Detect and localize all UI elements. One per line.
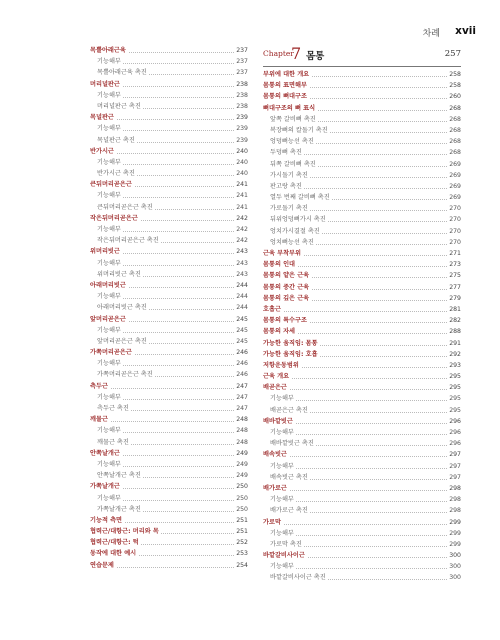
toc-entry-page: 269 [447,192,461,203]
toc-entry-page: 250 [234,481,248,492]
chapter-heading [263,45,461,67]
leader-dots [263,490,461,491]
toc-entry-label: 두덩뼈 촉진 [263,149,304,156]
toc-entry-label: 작은뒤머리곧은근 촉진 [90,237,161,244]
toc-subentry[interactable] [90,67,248,78]
toc-entry-page: 254 [234,560,248,571]
toc-entry[interactable] [263,69,461,80]
toc-entry-label: 안쪽날개근 [90,449,120,457]
toc-entry[interactable] [90,448,248,459]
toc-subentry[interactable] [90,425,248,436]
toc-entry-page: 269 [447,170,461,181]
toc-subentry[interactable] [263,214,461,225]
toc-entry-page: 237 [234,45,248,56]
toc-entry-label: 앞머리곧은근 [90,315,126,323]
toc-subentry[interactable] [90,302,248,313]
toc-entry-label: 기능해부 [90,461,123,468]
toc-entry-label: 기능해부 [90,495,123,502]
toc-entry-label: 기능해부 [90,260,123,267]
toc-subentry[interactable] [90,358,248,369]
toc-entry-label: 몸통의 표면해부 [263,82,307,90]
toc-entry-label: 깨물근 촉진 [90,439,131,446]
toc-entry-label: 기능해부 [263,563,296,570]
toc-subentry[interactable] [263,147,461,158]
toc-entry-label: 협력근/대항근: 머리와 목 [90,528,159,536]
toc-entry-label: 가쪽날개근 [90,483,120,491]
toc-entry[interactable] [263,326,461,337]
toc-entry[interactable] [90,213,248,224]
toc-subentry[interactable] [263,226,461,237]
toc-entry[interactable] [263,282,461,293]
toc-subentry[interactable] [263,505,461,516]
toc-subentry[interactable] [90,336,248,347]
toc-entry-label: 몸통의 깊은 근육 [263,294,310,302]
chapter-title: 몸통 [306,51,325,62]
toc-entry-page: 300 [447,572,461,583]
toc-entry-page: 244 [234,280,248,291]
toc-entry-page: 292 [447,349,461,360]
toc-entry[interactable] [263,517,461,528]
toc-subentry[interactable] [90,437,248,448]
toc-entry-label: 머리널판근 [90,80,120,88]
toc-entry-page: 299 [447,517,461,528]
toc-entry-label: 몸통의 중간 근육 [263,283,310,291]
toc-entry[interactable] [263,449,461,460]
toc-entry-page: 240 [234,157,248,168]
toc-entry-label: 바깥갈비사이근 촉진 [263,574,328,581]
toc-entry[interactable] [90,79,248,90]
toc-entry-page: 298 [447,483,461,494]
toc-entry-label: 몸통의 자세 [263,328,296,336]
toc-entry-label: 몸통의 특수구조 [263,317,307,325]
toc-entry[interactable] [90,481,248,492]
toc-entry-label: 기능해부 [90,58,123,65]
toc-subentry[interactable] [90,135,248,146]
toc-entry-page: 279 [447,293,461,304]
toc-entry-page: 270 [447,237,461,248]
toc-entry[interactable] [90,246,248,257]
toc-subentry[interactable] [90,123,248,134]
toc-subentry[interactable] [263,170,461,181]
toc-entry-page: 282 [447,315,461,326]
toc-entry-page: 247 [234,403,248,414]
toc-subentry[interactable] [263,528,461,539]
toc-subentry[interactable] [90,235,248,246]
toc-subentry[interactable] [90,269,248,280]
toc-right-column [263,45,461,584]
toc-entry-label: 뒤위엉덩뼈가시 촉진 [263,216,328,223]
toc-entry-page: 245 [234,336,248,347]
toc-entry-page: 270 [447,203,461,214]
toc-entry[interactable] [90,280,248,291]
toc-entry-label: 기능해부 [90,427,123,434]
toc-entry-page: 268 [447,136,461,147]
toc-entry-label: 배속빗근 촉진 [263,474,310,481]
toc-entry-label: 복장뼈의 칼돌기 촉진 [263,127,330,134]
toc-entry-page: 295 [447,382,461,393]
toc-entry-label: 엉치뼈능선 촉진 [263,239,316,246]
toc-entry-label: 머리널판근 촉진 [90,103,143,110]
toc-entry-label: 부위에 대한 개요 [263,71,310,78]
toc-entry[interactable] [263,103,461,114]
leader-dots [263,311,461,312]
toc-subentry[interactable] [263,494,461,505]
toc-entry-label: 작은뒤머리곧은근 [90,214,138,222]
toc-entry-page: 268 [447,147,461,158]
toc-entry-label: 기능해부 [90,192,123,199]
toc-entry-label: 바깥갈비사이근 [263,552,305,560]
toc-entry[interactable] [263,91,461,102]
toc-entry-page: 242 [234,235,248,246]
toc-entry-page: 247 [234,392,248,403]
toc-entry-page: 300 [447,550,461,561]
toc-entry-page: 297 [447,461,461,472]
toc-entry-label: 아래머리빗근 [90,281,126,289]
toc-entry-page: 300 [447,561,461,572]
toc-entry-page: 297 [447,472,461,483]
toc-entry-label: 앞쪽 갈비뼈 촉진 [263,116,318,123]
toc-entry-label: 목널판근 촉진 [90,137,137,144]
toc-entry-label: 위머리빗근 촉진 [90,271,143,278]
toc-entry-label: 협력근/대항근: 턱 [90,539,139,547]
toc-entry-page: 252 [234,537,248,548]
toc-entry-label: 안쪽날개근 촉진 [90,472,143,479]
toc-entry-page: 243 [234,246,248,257]
toc-entry[interactable] [90,381,248,392]
toc-entry-page: 293 [447,360,461,371]
toc-entry-label: 기능해부 [90,394,123,401]
toc-entry-label: 기능해부 [263,395,296,402]
toc-entry-label: 근육 개요 [263,373,290,381]
toc-entry-label: 기능해부 [90,293,123,300]
toc-entry-page: 270 [447,226,461,237]
toc-entry-label: 배가로근 촉진 [263,507,310,514]
toc-subentry[interactable] [90,459,248,470]
toc-entry-label: 기능해부 [263,530,296,537]
toc-entry[interactable] [263,550,461,561]
toc-entry-label: 기능해부 [90,360,123,367]
toc-entry-label: 기능해부 [90,125,123,132]
toc-subentry[interactable] [263,237,461,248]
toc-subentry[interactable] [90,190,248,201]
toc-entry-page: 249 [234,470,248,481]
toc-entry[interactable] [90,560,248,571]
toc-subentry[interactable] [263,136,461,147]
toc-entry-page: 249 [234,448,248,459]
toc-entry-label: 몸통의 인대 [263,261,296,269]
toc-entry-label: 가로막 촉진 [263,541,304,548]
page-header [0,26,500,42]
toc-entry-label: 가로돌기 촉진 [263,205,310,212]
toc-entry-label: 기능해부 [263,496,296,503]
toc-entry-page: 295 [447,405,461,416]
chapter-number: 7 [291,44,302,63]
toc-subentry[interactable] [263,203,461,214]
toc-subentry[interactable] [263,159,461,170]
toc-entry-label: 목뿔아래근육 [90,47,126,54]
leader-dots [263,389,461,390]
toc-entry[interactable] [263,80,461,91]
toc-entry-page: 248 [234,425,248,436]
toc-entry-label: 기능해부 [263,429,296,436]
toc-entry[interactable] [263,270,461,281]
toc-subentry[interactable] [90,470,248,481]
toc-subentry[interactable] [90,168,248,179]
toc-entry-page: 273 [447,259,461,270]
toc-entry-label: 근육 부착부위 [263,250,302,257]
toc-subentry[interactable] [90,291,248,302]
toc-entry-page: 248 [234,437,248,448]
toc-subentry[interactable] [263,472,461,483]
toc-entry-page: 253 [234,548,248,559]
toc-subentry[interactable] [90,157,248,168]
toc-entry[interactable] [90,526,248,537]
toc-entry-label: 가능한 움직임: 호흡 [263,350,318,358]
toc-entry-page: 298 [447,494,461,505]
toc-subentry[interactable] [90,392,248,403]
toc-entry-page: 260 [447,91,461,102]
toc-entry-page: 242 [234,213,248,224]
toc-entry-page: 244 [234,302,248,313]
toc-entry[interactable] [90,515,248,526]
leader-dots [263,524,461,525]
toc-entry-page: 269 [447,181,461,192]
toc-entry[interactable] [90,314,248,325]
toc-entry-page: 268 [447,103,461,114]
toc-subentry[interactable] [90,56,248,67]
toc-subentry[interactable] [90,224,248,235]
toc-entry-label: 판고랑 촉진 [263,183,304,190]
toc-subentry[interactable] [90,369,248,380]
toc-entry-label: 가쪽머리곧은근 촉진 [90,371,155,378]
toc-entry-label: 배가로근 [263,484,287,492]
toc-entry-label: 목뿔아래근육 촉진 [90,69,149,76]
toc-entry-label: 기능적 측면 [90,516,123,524]
toc-entry-page: 268 [447,114,461,125]
toc-entry-label: 가로막 [263,518,281,526]
toc-entry-page: 248 [234,414,248,425]
toc-entry-label: 동작에 대한 예시 [90,550,137,558]
toc-entry-page: 240 [234,146,248,157]
toc-entry-label: 몸통의 뼈대구조 [263,93,307,101]
toc-entry-label: 엉치가시결절 촉진 [263,228,322,235]
chapter-word: Chapter [263,49,294,58]
toc-entry-page: 296 [447,427,461,438]
toc-entry[interactable] [263,304,461,315]
toc-entry[interactable] [263,371,461,382]
toc-entry[interactable] [263,416,461,427]
toc-entry-page: 298 [447,505,461,516]
toc-subentry[interactable] [90,90,248,101]
toc-entry[interactable] [90,548,248,559]
toc-entry-label: 뒤쪽 갈비뼈 촉진 [263,161,318,168]
toc-entry-label: 배곧은근 촉진 [263,407,310,414]
toc-entry-label: 연습문제 [90,561,114,569]
toc-entry-page: 239 [234,112,248,123]
toc-left-column [90,45,248,571]
toc-subentry[interactable] [90,258,248,269]
toc-subentry[interactable] [90,504,248,515]
leader-dots [263,456,461,457]
toc-entry[interactable] [90,146,248,157]
toc-entry-label: 목널판근 [90,114,114,122]
toc-entry-page: 288 [447,326,461,337]
toc-entry-page: 296 [447,438,461,449]
toc-entry-page: 243 [234,269,248,280]
toc-subentry[interactable] [263,181,461,192]
toc-subentry[interactable] [263,561,461,572]
toc-entry-page: 275 [447,270,461,281]
toc-entry-page: 241 [234,190,248,201]
chapter-page: 257 [444,49,461,59]
toc-entry-page: 251 [234,526,248,537]
toc-entry-label: 기능해부 [263,463,296,470]
toc-entry[interactable] [90,347,248,358]
toc-entry-page: 250 [234,504,248,515]
toc-entry-label: 기능해부 [90,226,123,233]
toc-entry-label: 기능해부 [90,159,123,166]
toc-entry[interactable] [263,338,461,349]
toc-entry-label: 아래머리빗근 촉진 [90,304,149,311]
section-title: 차례 [422,29,440,39]
toc-entry-page: 258 [447,69,461,80]
toc-subentry[interactable] [263,438,461,449]
toc-entry-page: 299 [447,539,461,550]
toc-subentry[interactable] [90,403,248,414]
toc-entry-page: 295 [447,371,461,382]
toc-entry-page: 271 [447,248,461,259]
toc-entry-label: 배속빗근 [263,451,287,459]
toc-subentry[interactable] [90,101,248,112]
toc-entry[interactable] [90,179,248,190]
toc-entry-label: 몸통의 얕은 근육 [263,272,310,280]
toc-entry-page: 295 [447,393,461,404]
toc-subentry[interactable] [263,461,461,472]
toc-entry-label: 반가시근 [90,147,114,155]
toc-subentry[interactable] [263,405,461,416]
toc-entry[interactable] [263,360,461,371]
toc-entry-page: 243 [234,258,248,269]
toc-entry-label: 큰뒤머리곧은근 [90,181,132,189]
toc-entry-label: 깨물근 [90,416,108,424]
toc-entry[interactable] [90,45,248,56]
toc-entry-label: 기능해부 [90,92,123,99]
toc-entry[interactable] [263,259,461,270]
toc-entry[interactable] [263,382,461,393]
toc-entry-page: 296 [447,416,461,427]
toc-entry-page: 242 [234,224,248,235]
toc-subentry[interactable] [90,202,248,213]
toc-entry-page: 245 [234,314,248,325]
toc-entry-page: 246 [234,358,248,369]
toc-entry-label: 가쪽날개근 촉진 [90,506,143,513]
toc-entry-label: 앞머리곧은근 촉진 [90,338,149,345]
toc-entry[interactable] [90,414,248,425]
toc-entry-page: 291 [447,338,461,349]
toc-entry-page: 239 [234,135,248,146]
toc-entry-label: 저항운동범위 [263,361,299,369]
toc-subentry[interactable] [263,125,461,136]
toc-subentry[interactable] [90,325,248,336]
leader-dots [90,388,248,389]
toc-entry-page: 247 [234,381,248,392]
toc-subentry[interactable] [90,493,248,504]
leader-dots [263,378,461,379]
toc-entry-page: 299 [447,528,461,539]
toc-entry-page: 246 [234,369,248,380]
toc-entry-label: 측두근 촉진 [90,405,131,412]
leader-dots [90,421,248,422]
toc-entry-page: 269 [447,159,461,170]
toc-entry-label: 가능한 움직임: 몸통 [263,339,318,347]
toc-entry-page: 238 [234,101,248,112]
toc-entry-label: 열두 번째 갈비뼈 촉진 [263,194,332,201]
toc-entry-page: 281 [447,304,461,315]
toc-entry-page: 245 [234,325,248,336]
toc-entry-label: 배바깥빗근 [263,417,293,425]
toc-entry-page: 258 [447,80,461,91]
toc-entry[interactable] [263,248,461,259]
toc-entry-page: 246 [234,347,248,358]
toc-entry[interactable] [263,293,461,304]
toc-entry-page: 277 [447,282,461,293]
toc-entry-page: 250 [234,493,248,504]
toc-entry-page: 240 [234,168,248,179]
toc-entry[interactable] [263,315,461,326]
toc-subentry[interactable] [263,572,461,583]
toc-entry[interactable] [263,349,461,360]
toc-entry-label: 배곧은근 [263,384,287,392]
toc-entry-page: 268 [447,125,461,136]
toc-entry-label: 뼈대구조의 뼈 표식 [263,104,316,112]
toc-entry-page: 241 [234,179,248,190]
toc-entry-label: 배바깥빗근 촉진 [263,440,316,447]
toc-entry[interactable] [263,483,461,494]
toc-entry-page: 244 [234,291,248,302]
toc-entry-label: 반가시근 촉진 [90,170,137,177]
toc-entry-label: 큰뒤머리곧은근 촉진 [90,204,155,211]
toc-entry-label: 호흡근 [263,305,281,313]
toc-subentry[interactable] [263,192,461,203]
toc-subentry[interactable] [263,539,461,550]
toc-entry-page: 237 [234,67,248,78]
toc-entry[interactable] [90,112,248,123]
toc-right-list [263,69,461,584]
toc-entry-page: 249 [234,459,248,470]
toc-entry-label: 가쪽머리곧은근 [90,349,132,357]
toc-entry-page: 238 [234,79,248,90]
toc-entry-page: 239 [234,123,248,134]
toc-entry-label: 기능해부 [90,327,123,334]
toc-entry-label: 가시돌기 촉진 [263,172,310,179]
toc-entry-page: 251 [234,515,248,526]
toc-entry-page: 297 [447,449,461,460]
toc-entry-page: 237 [234,56,248,67]
toc-entry-label: 엉덩뼈능선 촉진 [263,138,316,145]
toc-subentry[interactable] [263,114,461,125]
page-number: xvii [455,25,476,37]
toc-subentry[interactable] [263,427,461,438]
toc-entry-page: 241 [234,202,248,213]
toc-entry-label: 위머리빗근 [90,248,120,256]
toc-subentry[interactable] [263,393,461,404]
toc-entry-page: 270 [447,214,461,225]
toc-entry-label: 측두근 [90,382,108,390]
toc-entry-page: 238 [234,90,248,101]
toc-entry[interactable] [90,537,248,548]
